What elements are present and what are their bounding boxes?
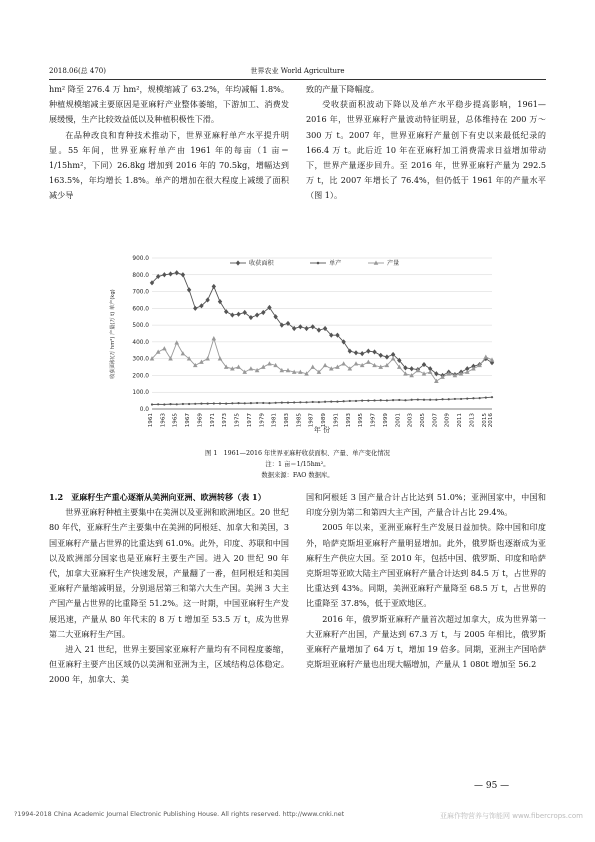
paragraph: 世界亚麻籽种植主要集中在美洲以及亚洲和欧洲地区。20 世纪 80 年代，亚麻籽生产主要集中在美洲的阿根廷、加拿大和美国，3 国亚麻籽产量占世界的比重达到 61.0%。此外，印度、苏联和中国以及欧洲部分国家也是亚麻籽主要生产国。进入 20 世纪 90 年代，加拿大亚麻籽生产快速发展，产量翻了一番，但阿根廷和美国亚麻籽产量缩减明显，分别退居第三和第六大生产国。美洲 3 大主产国产量占世界的比重降至 51.2%。这一时期，中国亚麻籽生产发展迅速，产量从 80 年代末的 8 万 t 增加至 53.5 万 t，成为世界第二大亚麻籽生产国。	[49, 507, 289, 639]
x-tick-label: 1983	[284, 413, 290, 428]
data-point-yield	[435, 399, 437, 401]
data-point-yield	[250, 402, 252, 404]
x-tick-label: 2003	[407, 413, 414, 428]
page-number: — 95 —	[474, 781, 510, 791]
data-point-yield	[262, 402, 264, 404]
data-point-yield	[188, 403, 190, 405]
data-point-yield	[163, 403, 165, 405]
series-line-area	[152, 273, 492, 376]
data-point-yield	[355, 400, 357, 402]
x-tick-label: 2009	[444, 413, 451, 428]
left-column-bottom	[49, 490, 289, 688]
data-point-yield	[380, 399, 382, 401]
x-tick-label: 2013	[469, 413, 476, 428]
y-tick-label: 400.0	[132, 339, 149, 346]
data-point-yield	[336, 401, 338, 403]
x-tick-label: 1971	[209, 413, 216, 428]
data-point-production	[174, 340, 179, 344]
data-point-area	[193, 306, 197, 311]
data-point-yield	[299, 401, 301, 403]
legend-marker-yield	[317, 262, 320, 265]
x-tick-label: 1999	[382, 413, 389, 428]
chart-series	[150, 270, 495, 405]
data-point-yield	[343, 400, 345, 402]
data-point-production	[199, 360, 204, 364]
chart-legend	[230, 259, 399, 267]
data-point-yield	[361, 400, 363, 402]
figure-note: 注：1 亩＝1/15hm²。	[265, 461, 330, 468]
data-point-yield	[225, 403, 227, 405]
data-point-yield	[349, 400, 351, 402]
data-point-production	[372, 363, 377, 367]
data-point-yield	[324, 401, 326, 403]
data-point-area	[230, 312, 234, 317]
x-tick-label: 1985	[296, 413, 303, 428]
data-point-production	[162, 346, 167, 350]
legend-label-yield: 单产	[329, 260, 342, 268]
data-point-yield	[441, 398, 443, 400]
y-tick-label: 900.0	[132, 256, 149, 262]
data-point-yield	[256, 402, 258, 404]
x-tick-label: 1969	[197, 413, 204, 428]
x-tick-label: 2007	[432, 413, 439, 428]
data-point-production	[236, 365, 241, 369]
x-tick-label: 1961	[148, 413, 154, 428]
data-point-yield	[293, 401, 295, 403]
x-tick-label: 1965	[172, 413, 179, 428]
data-point-yield	[268, 402, 270, 404]
data-point-yield	[466, 397, 468, 399]
data-point-area	[379, 353, 383, 358]
x-tick-label: 2001	[395, 413, 402, 428]
data-point-production	[391, 356, 396, 360]
left-column-top	[49, 82, 289, 204]
data-point-production	[267, 361, 272, 365]
y-tick-label: 600.0	[132, 306, 149, 313]
data-point-production	[354, 361, 359, 365]
y-tick-label: 500.0	[132, 323, 149, 330]
paragraph: 致的产量下降幅度。	[306, 84, 379, 94]
header-rule	[49, 79, 546, 80]
data-point-yield	[275, 402, 277, 404]
right-column-bottom	[306, 490, 546, 672]
figure-source: 数据来源：FAO 数据库。	[261, 472, 334, 479]
paragraph: 国和阿根廷 3 国产量合计占比达到 51.0%；亚洲国家中，中国和印度分别为第二和第四大主产国，产量合计占比 29.4%。	[306, 492, 546, 518]
x-tick-label: 1975	[234, 413, 241, 428]
data-point-production	[156, 349, 161, 353]
paragraph: hm² 降至 276.4 万 hm²，规模缩减了 63.2%，年均减幅 1.8%。种植规模缩减主要原因是亚麻籽产业整体萎缩，下游加工、消费发展缓慢，生产比较效益低以及种植积极性下滑。	[49, 84, 289, 125]
y-tick-labels	[132, 256, 149, 413]
data-point-yield	[479, 397, 481, 399]
data-point-production	[323, 363, 328, 367]
data-point-production	[335, 365, 340, 369]
data-point-area	[236, 312, 240, 317]
data-point-production	[465, 370, 470, 374]
data-point-yield	[176, 403, 178, 405]
x-tick-label: 1979	[259, 413, 266, 428]
legend-label-production: 产量	[387, 260, 400, 268]
data-point-area	[354, 350, 358, 355]
data-point-production	[341, 361, 346, 365]
x-tick-label: 1989	[321, 413, 328, 428]
data-point-production	[218, 356, 223, 360]
data-point-production	[310, 365, 315, 369]
paragraph: 进入 21 世纪，世界主要国家亚麻籽产量均有不同程度萎缩，但亚麻籽主要产出区域仍以美洲和亚洲为主，区域结构总体稳定。2000 年，加拿大、美	[49, 644, 289, 685]
data-point-yield	[318, 401, 320, 403]
data-point-yield	[200, 403, 202, 405]
series-line-yield	[152, 397, 492, 404]
data-point-area	[304, 326, 308, 331]
y-tick-label: 800.0	[132, 272, 149, 279]
data-point-area	[372, 349, 376, 354]
data-point-yield	[367, 400, 369, 402]
x-tick-label: 1973	[222, 413, 229, 428]
data-point-area	[409, 366, 413, 371]
data-point-yield	[417, 399, 419, 401]
journal-title: 世界农业 World Agriculture	[250, 67, 345, 75]
data-point-yield	[373, 399, 375, 401]
data-point-yield	[472, 397, 474, 399]
x-tick-label: 2015	[481, 413, 488, 428]
x-tick-label: 1991	[333, 413, 340, 428]
data-point-yield	[448, 398, 450, 400]
x-tick-label: 1995	[358, 413, 365, 428]
paragraph: 在品种改良和育种技术推动下，世界亚麻籽单产水平提升明显。55 年间，世界亚麻籽单产由 1961 年的每亩（1 亩＝1/15hm²，下同）26.8kg 增加到 2016 年的 70.5kg，增幅达到 163.5%，年均增长 1.8%。单产的增加在很大程度上减缓了面积减少导	[49, 129, 289, 201]
data-point-area	[255, 312, 259, 317]
data-point-production	[249, 366, 254, 370]
data-point-yield	[182, 403, 184, 405]
watermark: 亚麻作物营养与饰能网 www.fibercrops.com	[440, 812, 583, 820]
data-point-yield	[287, 402, 289, 404]
x-tick-label: 2016	[488, 413, 494, 428]
data-point-yield	[281, 402, 283, 404]
data-point-yield	[169, 403, 171, 405]
section-heading: 1.2 亚麻籽生产重心逐渐从美洲向亚洲、欧洲转移（表 1）	[49, 492, 266, 502]
data-point-production	[205, 356, 210, 360]
data-point-yield	[207, 403, 209, 405]
data-point-area	[181, 272, 185, 277]
data-point-yield	[491, 396, 493, 398]
y-axis-label: 收获面积(万 hm²) 产量(万 t) 单产(kg)	[110, 289, 116, 379]
data-point-yield	[485, 396, 487, 398]
data-point-area	[162, 272, 166, 277]
x-tick-label: 1993	[345, 413, 352, 428]
copyright-footer: ?1994-2018 China Academic Journal Electronic Publishing House. All rights reserved. http://www.cnki.net	[14, 811, 345, 818]
data-point-yield	[194, 403, 196, 405]
issue-label: 2018.06(总 470)	[49, 67, 106, 75]
right-column-top	[306, 82, 546, 204]
data-point-area	[212, 284, 216, 289]
data-point-production	[366, 360, 371, 364]
figure-caption: 图 1 1961—2016 年世界亚麻籽收获面积、产量、单产变化情况	[205, 450, 390, 457]
data-point-yield	[454, 398, 456, 400]
x-tick-label: 1967	[185, 413, 192, 428]
paragraph: 受收获面积波动下降以及单产水平稳步提高影响，1961—2016 年，世界亚麻籽产量波动特征明显，总体维持在 200 万～300 万 t。2007 年，世界亚麻籽产量创下有史以来最低纪录的 166.4 万 t。此后近 10 年在亚麻籽加工消费需求日益增加带动下，世界产量逐步回升。至 2016 年，世界亚麻籽产量为 292.5 万 t，比 2007 年增长了 76.4%，但仍低于 1961 年的产量水平（图 1）。	[306, 99, 546, 201]
data-point-yield	[429, 399, 431, 401]
y-tick-label: 700.0	[132, 289, 149, 296]
legend-marker-area	[236, 260, 240, 265]
y-tick-label: 100.0	[132, 390, 149, 397]
data-point-yield	[237, 402, 239, 404]
running-header	[49, 64, 546, 78]
x-axis-label: 年 份	[313, 426, 331, 434]
x-tick-label: 1977	[246, 413, 253, 428]
data-point-yield	[460, 398, 462, 400]
data-point-yield	[386, 399, 388, 401]
x-tick-label: 2005	[420, 413, 426, 428]
data-point-yield	[398, 399, 400, 401]
data-point-yield	[151, 403, 153, 405]
y-tick-label: 200.0	[132, 373, 149, 380]
data-point-area	[317, 328, 321, 333]
data-point-yield	[411, 399, 413, 401]
x-tick-label: 1981	[271, 413, 278, 428]
y-tick-label: 0.0	[139, 407, 149, 413]
data-point-production	[484, 354, 489, 358]
data-point-yield	[157, 403, 159, 405]
paragraph: 2016 年，俄罗斯亚麻籽产量首次超过加拿大，成为世界第一大亚麻籽产出国，产量达到 67.3 万 t，与 2005 年相比，俄罗斯亚麻籽产量增加了 64 万 t，增加 19 倍多。同期，亚洲主产国哈萨克斯坦亚麻籽产量也出现大幅增加，产量从 1 080t 增加至 56.2	[306, 613, 546, 670]
data-point-yield	[305, 401, 307, 403]
data-point-yield	[213, 402, 215, 404]
data-point-production	[261, 365, 266, 369]
data-point-yield	[423, 399, 425, 401]
data-point-yield	[219, 402, 221, 404]
x-tick-label: 1963	[160, 413, 167, 428]
data-point-yield	[244, 402, 246, 404]
data-point-yield	[392, 399, 394, 401]
data-point-yield	[330, 401, 332, 403]
line-chart	[100, 252, 500, 435]
x-tick-label: 1997	[370, 413, 377, 428]
data-point-yield	[312, 401, 314, 403]
data-point-yield	[231, 402, 233, 404]
chart-gridlines	[152, 258, 492, 409]
legend-label-area: 收获面积	[249, 260, 274, 268]
data-point-area	[360, 351, 364, 356]
data-point-production	[212, 336, 217, 340]
y-tick-label: 300.0	[132, 356, 149, 363]
data-point-production	[181, 351, 186, 355]
data-point-area	[168, 271, 172, 276]
x-tick-label: 2011	[457, 413, 464, 428]
data-point-area	[366, 349, 370, 354]
paragraph: 2005 年以来，亚洲亚麻籽生产发展日益加快。除中国和印度外，哈萨克斯坦亚麻籽产量明显增加。此外，俄罗斯也逐渐成为亚麻籽生产供应大国。至 2010 年，包括中国、俄罗斯、印度和哈萨克斯坦等亚欧大陆主产国亚麻籽产量合计达到 84.5 万 t，占世界的比重达到 43%。同期，美洲亚麻籽产量降至 68.5 万 t，占世界的比重降至 37.8%，低于亚欧地区。	[306, 522, 546, 609]
x-tick-label: 1987	[308, 413, 315, 428]
data-point-yield	[404, 399, 406, 401]
